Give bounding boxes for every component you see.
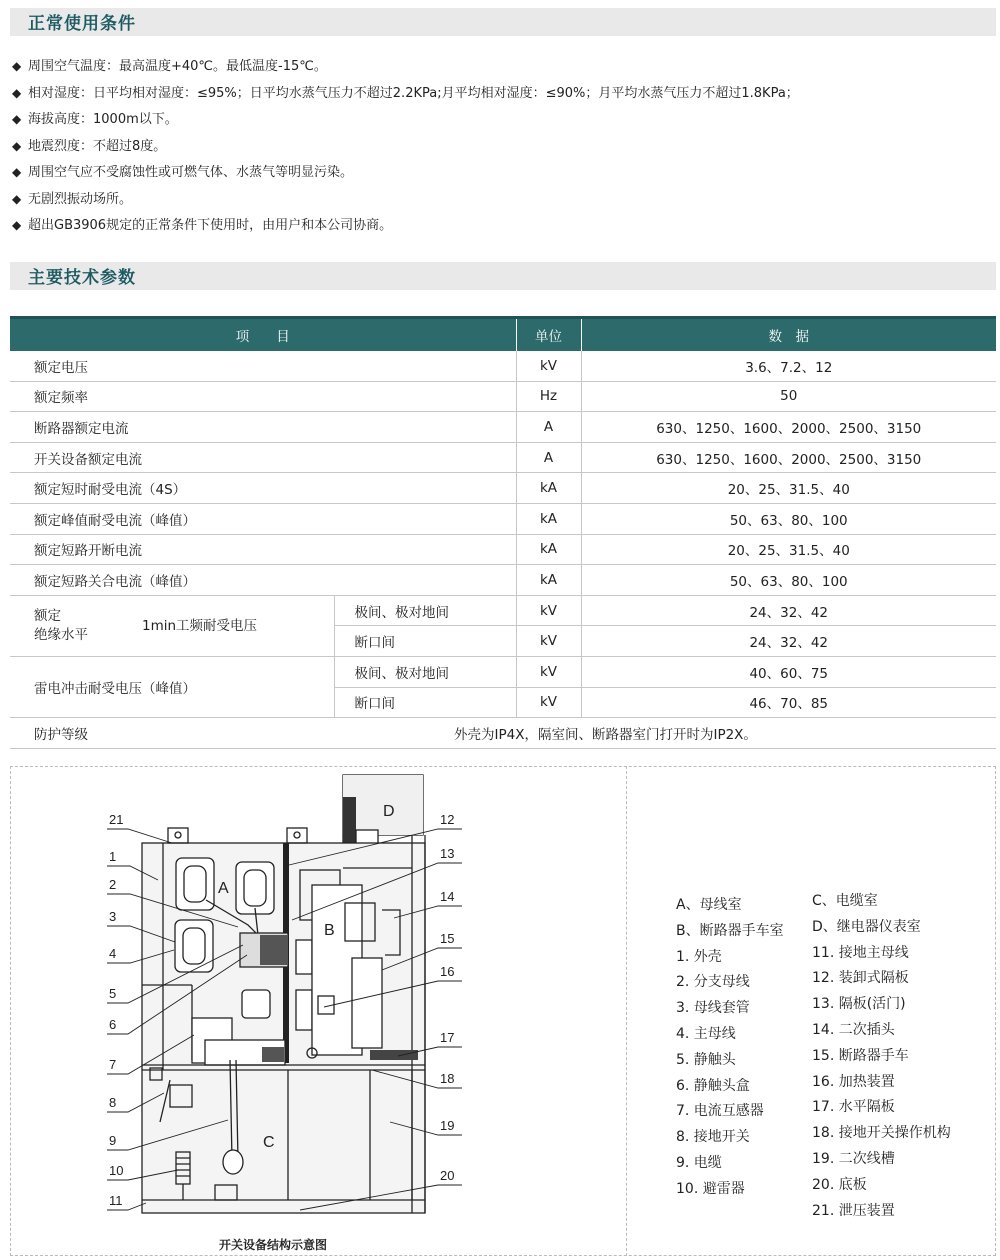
legend-item: B、断路器手车室 — [676, 922, 784, 939]
callout-label: 17 — [440, 1030, 455, 1045]
list-item: ◆ 地震烈度：不超过8度。 — [12, 136, 992, 163]
diamond-bullet-icon: ◆ — [12, 59, 22, 73]
table-row: 雷电冲击耐受电压（峰值） 极间、极对地间 kV 40、60、75 — [10, 656, 996, 687]
table-row: 额定短路开断电流 kA 20、25、31.5、40 — [10, 534, 996, 565]
legend-item: 12. 装卸式隔板 — [812, 970, 909, 987]
list-item: ◆ 海拔高度：1000m以下。 — [12, 109, 992, 136]
list-item: ◆ 超出GB3906规定的正常条件下使用时，由用户和本公司协商。 — [12, 215, 992, 242]
callout-label: 7 — [109, 1057, 117, 1072]
legend-item: 18. 接地开关操作机构 — [812, 1125, 951, 1142]
callout-label: 19 — [440, 1118, 455, 1133]
table-row: 开关设备额定电流 A 630、1250、1600、2000、2500、3150 — [10, 442, 996, 473]
table-row: 额定峰值耐受电流（峰值） kA 50、63、80、100 — [10, 503, 996, 534]
compartment-label: B — [324, 922, 335, 939]
section-title: 正常使用条件 — [28, 14, 136, 34]
table-row: 额定电压 kV 3.6、7.2、12 — [10, 351, 996, 381]
legend-item: 19. 二次线槽 — [812, 1150, 895, 1167]
callout-label: 9 — [109, 1133, 117, 1148]
legend-right — [812, 890, 951, 1225]
diamond-bullet-icon: ◆ — [12, 85, 22, 100]
callout-label: 11 — [109, 1193, 123, 1208]
callout-label: 18 — [440, 1071, 455, 1086]
legend-item: 14. 二次插头 — [812, 1021, 895, 1038]
callout-label: 12 — [440, 812, 455, 827]
legend-item: D、继电器仪表室 — [812, 918, 921, 935]
callout-label: 2 — [109, 877, 117, 892]
callout-label: 1 — [109, 849, 117, 864]
diamond-bullet-icon: ◆ — [12, 218, 22, 232]
callout-label: 5 — [109, 986, 117, 1001]
legend-item: 8. 接地开关 — [676, 1129, 750, 1146]
callout-label: 14 — [440, 889, 455, 904]
callout-label: 21 — [109, 812, 124, 827]
legend-item: 13. 隔板(活门) — [812, 996, 906, 1013]
legend-item: 10. 避雷器 — [676, 1180, 745, 1197]
legend-item: 6. 静触头盒 — [676, 1077, 750, 1094]
list-item: ◆ 无剧烈振动场所。 — [12, 189, 992, 216]
legend-item: 9. 电缆 — [676, 1154, 722, 1171]
callout-label: 6 — [109, 1017, 117, 1032]
legend-item: 3. 母线套管 — [676, 1000, 750, 1017]
diamond-bullet-icon: ◆ — [12, 112, 22, 126]
diamond-bullet-icon: ◆ — [12, 138, 22, 153]
diagram-caption: 开关设备结构示意图 — [219, 1238, 328, 1252]
table-row: 额定短时耐受电流（4S） kA 20、25、31.5、40 — [10, 473, 996, 504]
callout-label: 15 — [440, 931, 455, 946]
table-row: 断路器额定电流 A 630、1250、1600、2000、2500、3150 — [10, 412, 996, 443]
table-row: 额定频率 Hz 50 — [10, 381, 996, 412]
legend-item: 4. 主母线 — [676, 1025, 736, 1042]
legend-item: 21. 泄压装置 — [812, 1202, 895, 1219]
callout-label: 4 — [109, 946, 117, 961]
section-title: 主要技术参数 — [28, 268, 136, 288]
list-item: ◆ 周围空气应不受腐蚀性或可燃气体、水蒸气等明显污染。 — [12, 162, 992, 189]
insulation-cell: 额定 绝缘水平 1min工频耐受电压 — [10, 595, 334, 656]
legend-item: 11. 接地主母线 — [812, 944, 909, 961]
legend-item: 1. 外壳 — [676, 948, 722, 965]
table-row: 额定 绝缘水平 1min工频耐受电压 极间、极对地间 kV 24、32、42 — [10, 595, 996, 626]
legend-left — [676, 894, 784, 1204]
callout-label: 8 — [109, 1095, 117, 1110]
legend-item: C、电缆室 — [812, 893, 878, 909]
callout-label: 13 — [440, 846, 455, 861]
table-row: 断口间 kV 46、70、85 — [10, 687, 996, 718]
legend-item: 2. 分支母线 — [676, 974, 750, 991]
callout-label: 20 — [440, 1168, 455, 1183]
compartment-label: C — [263, 1134, 275, 1151]
table-row: 额定短路关合电流（峰值） kA 50、63、80、100 — [10, 565, 996, 596]
col-header-item: 项 目 — [10, 318, 516, 352]
legend-item: 16. 加热装置 — [812, 1073, 895, 1090]
legend-item: 7. 电流互感器 — [676, 1103, 764, 1120]
table-row: 断口间 kV 24、32、42 — [10, 626, 996, 657]
callout-label: 16 — [440, 964, 455, 979]
diamond-bullet-icon: ◆ — [12, 165, 22, 179]
legend-item: 17. 水平隔板 — [812, 1099, 895, 1116]
callout-label: 10 — [109, 1163, 124, 1178]
legend-item: 5. 静触头 — [676, 1051, 736, 1068]
legend-item: A、母线室 — [676, 897, 742, 913]
legend-item: 20. 底板 — [812, 1176, 867, 1193]
callout-label: 3 — [109, 909, 117, 924]
col-header-data: 数 据 — [581, 318, 996, 352]
list-item: ◆ 周围空气温度：最高温度+40℃。最低温度-15℃。 — [12, 56, 992, 83]
col-header-unit: 单位 — [516, 318, 581, 352]
table-row: 防护等级 外壳为IP4X，隔室间、断路器室门打开时为IP2X。 — [10, 718, 996, 749]
compartment-label: A — [218, 880, 229, 897]
diamond-bullet-icon: ◆ — [12, 191, 22, 206]
legend-item: 15. 断路器手车 — [812, 1047, 909, 1064]
list-item: ◆ 相对湿度：日平均相对湿度：≤95%；日平均水蒸气压力不超过2.2KPa;月平均相对湿度：≤90%；月平均水蒸气压力不超过1.8KPa； — [12, 83, 992, 110]
compartment-label: D — [383, 803, 395, 820]
